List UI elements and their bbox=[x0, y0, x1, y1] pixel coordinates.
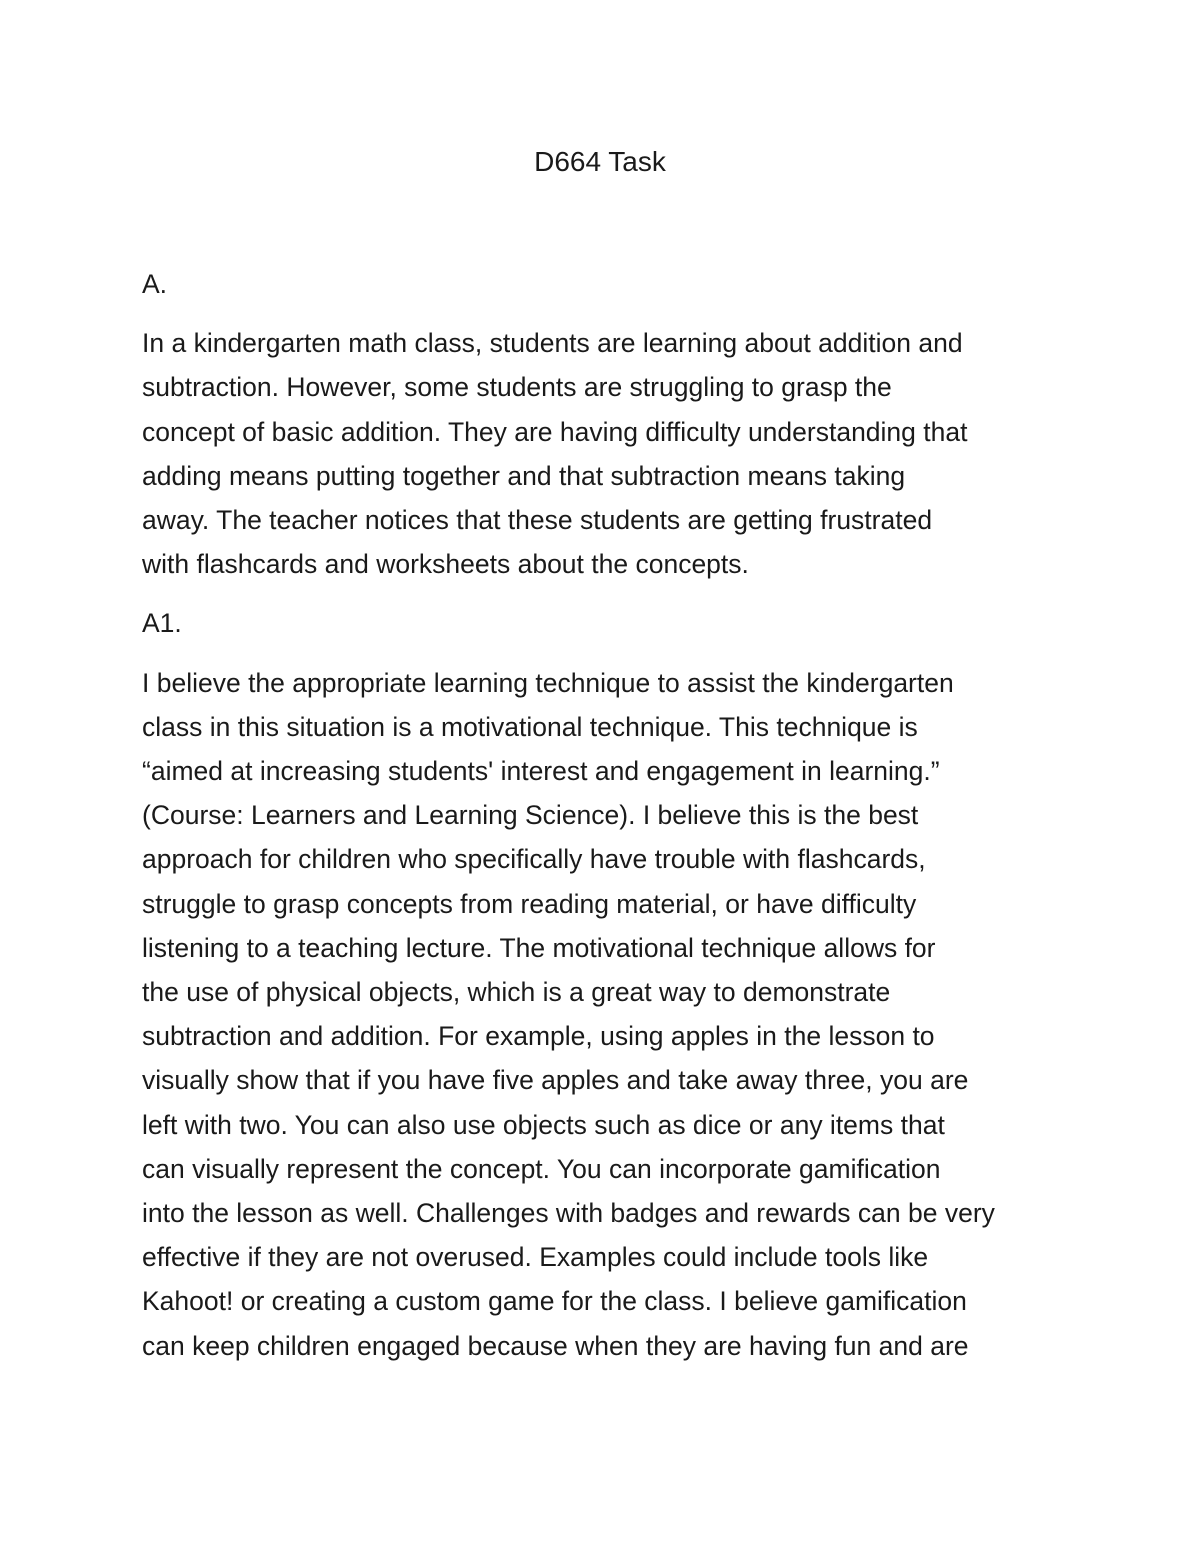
paragraph-line: can keep children engaged because when they are having fun and are bbox=[142, 1330, 969, 1361]
paragraph-line: subtraction and addition. For example, using apples in the lesson to bbox=[142, 1021, 935, 1052]
paragraph-line: Kahoot! or creating a custom game for the class. I believe gamification bbox=[142, 1286, 967, 1317]
paragraph-line: approach for children who specifically have trouble with flashcards, bbox=[142, 844, 926, 875]
document-title: D664 Task bbox=[534, 146, 666, 177]
paragraph-line: subtraction. However, some students are struggling to grasp the bbox=[142, 372, 892, 403]
paragraph-line: effective if they are not overused. Examples could include tools like bbox=[142, 1242, 929, 1273]
paragraph-line: into the lesson as well. Challenges with badges and rewards can be very bbox=[142, 1198, 995, 1229]
paragraph-line: (Course: Learners and Learning Science). I believe this is the best bbox=[142, 800, 919, 831]
paragraph-line: In a kindergarten math class, students are learning about addition and bbox=[142, 328, 963, 359]
paragraph-line: left with two. You can also use objects such as dice or any items that bbox=[142, 1109, 945, 1140]
section-heading-a: A. bbox=[142, 269, 168, 299]
paragraph-line: can visually represent the concept. You can incorporate gamification bbox=[142, 1153, 941, 1184]
paragraph-line: “aimed at increasing students' interest and engagement in learning.” bbox=[142, 756, 940, 787]
paragraph-line: concept of basic addition. They are having difficulty understanding that bbox=[142, 416, 968, 447]
paragraph-line: I believe the appropriate learning technique to assist the kindergarten bbox=[142, 667, 954, 698]
paragraph-line: away. The teacher notices that these students are getting frustrated bbox=[142, 505, 933, 536]
document-body bbox=[142, 262, 1072, 1383]
paragraph-line: class in this situation is a motivational technique. This technique is bbox=[142, 711, 918, 742]
paragraph-line: struggle to grasp concepts from reading material, or have difficulty bbox=[142, 888, 917, 919]
section-a1-paragraph bbox=[142, 661, 1072, 1368]
paragraph-line: the use of physical objects, which is a great way to demonstrate bbox=[142, 977, 891, 1008]
paragraph-line: listening to a teaching lecture. The motivational technique allows for bbox=[142, 932, 936, 963]
section-a1 bbox=[142, 601, 1072, 1367]
section-a bbox=[142, 262, 1072, 586]
paragraph-line: adding means putting together and that subtraction means taking bbox=[142, 460, 906, 491]
section-heading-a1: A1. bbox=[142, 608, 182, 639]
paragraph-line: visually show that if you have five apples and take away three, you are bbox=[142, 1065, 969, 1096]
section-a-paragraph bbox=[142, 321, 1072, 586]
paragraph-line: with flashcards and worksheets about the concepts. bbox=[142, 549, 749, 580]
